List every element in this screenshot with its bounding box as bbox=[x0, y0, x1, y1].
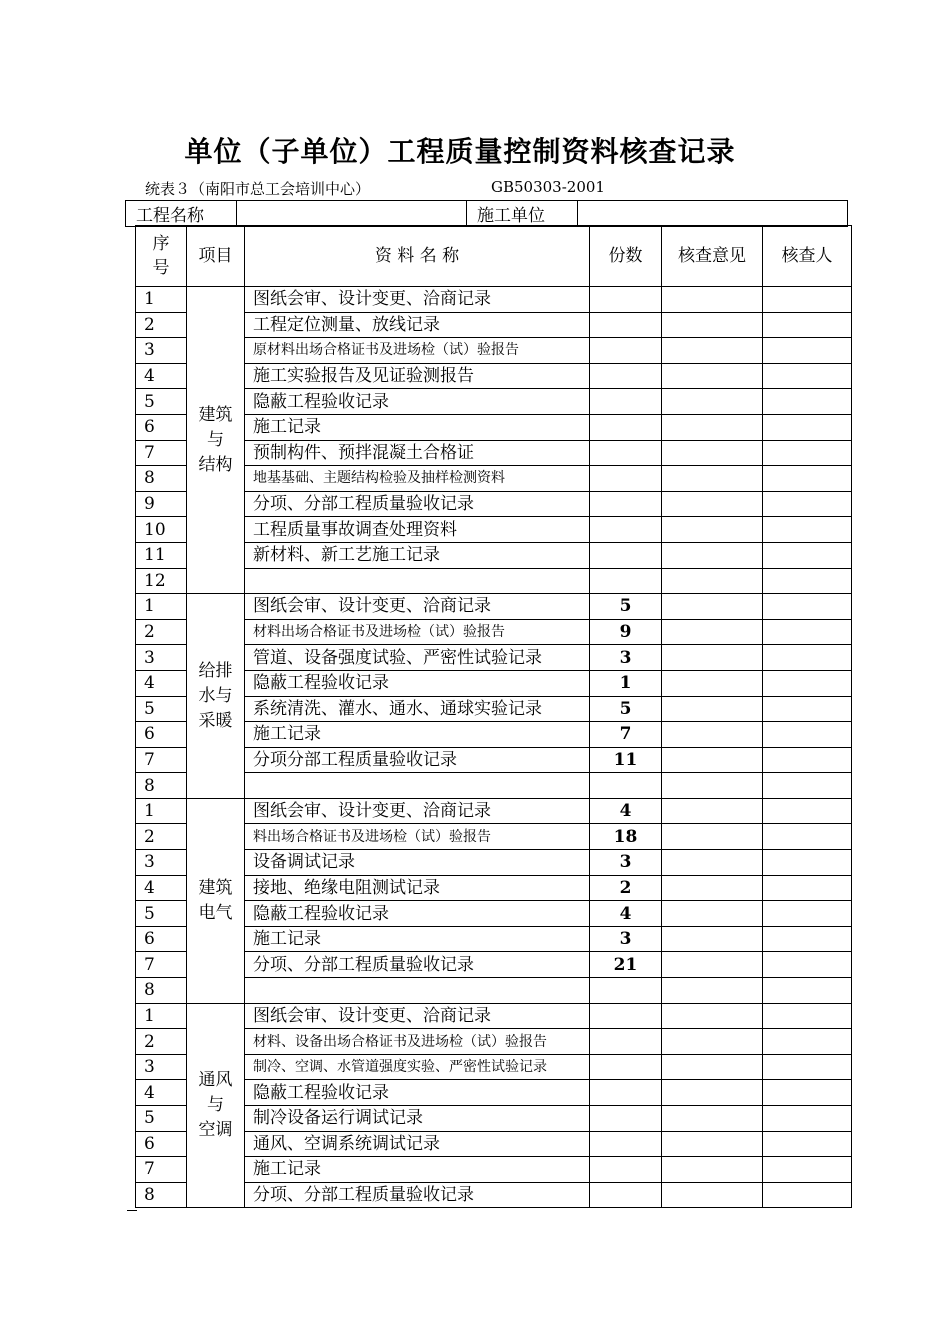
document-name: 施工记录 bbox=[245, 414, 590, 440]
review-opinion-cell[interactable] bbox=[662, 747, 763, 773]
copy-count[interactable] bbox=[590, 1003, 662, 1029]
document-name: 接地、绝缘电阻测试记录 bbox=[245, 875, 590, 901]
review-opinion-cell[interactable] bbox=[662, 1029, 763, 1055]
review-opinion-cell[interactable] bbox=[662, 978, 763, 1004]
document-name: 施工记录 bbox=[245, 926, 590, 952]
row-number: 1 bbox=[136, 594, 187, 620]
reviewer-cell[interactable] bbox=[763, 850, 852, 876]
copy-count[interactable] bbox=[590, 1157, 662, 1183]
review-opinion-cell[interactable] bbox=[662, 338, 763, 364]
review-opinion-cell[interactable] bbox=[662, 466, 763, 492]
review-opinion-cell[interactable] bbox=[662, 722, 763, 748]
review-opinion-cell[interactable] bbox=[662, 850, 763, 876]
row-number: 8 bbox=[136, 978, 187, 1004]
document-name: 材料出场合格证书及进场检（试）验报告 bbox=[245, 619, 590, 645]
row-number: 2 bbox=[136, 1029, 187, 1055]
section-category: 给排 水与 采暖 bbox=[187, 594, 245, 799]
review-opinion-cell[interactable] bbox=[662, 594, 763, 620]
row-number: 3 bbox=[136, 850, 187, 876]
table-row bbox=[136, 798, 852, 824]
copy-count[interactable]: 3 bbox=[590, 645, 662, 671]
copy-count[interactable] bbox=[590, 542, 662, 568]
reviewer-cell[interactable] bbox=[763, 1003, 852, 1029]
review-opinion-cell[interactable] bbox=[662, 414, 763, 440]
col-count-header: 份数 bbox=[590, 226, 662, 287]
review-opinion-cell[interactable] bbox=[662, 1003, 763, 1029]
document-name: 材料、设备出场合格证书及进场检（试）验报告 bbox=[245, 1029, 590, 1055]
reviewer-cell[interactable] bbox=[763, 517, 852, 543]
reviewer-cell[interactable] bbox=[763, 542, 852, 568]
review-opinion-cell[interactable] bbox=[662, 875, 763, 901]
copy-count[interactable]: 21 bbox=[590, 952, 662, 978]
checklist-table bbox=[135, 225, 852, 1208]
document-name: 料出场合格证书及进场检（试）验报告 bbox=[245, 824, 590, 850]
reviewer-cell[interactable] bbox=[763, 1131, 852, 1157]
review-opinion-cell[interactable] bbox=[662, 1157, 763, 1183]
row-number: 3 bbox=[136, 645, 187, 671]
row-number: 2 bbox=[136, 312, 187, 338]
reviewer-cell[interactable] bbox=[763, 773, 852, 799]
reviewer-cell[interactable] bbox=[763, 619, 852, 645]
row-number: 6 bbox=[136, 926, 187, 952]
review-opinion-cell[interactable] bbox=[662, 287, 763, 313]
construction-unit-label: 施工单位 bbox=[467, 201, 578, 227]
document-name: 制冷、空调、水管道强度实验、严密性试验记录 bbox=[245, 1054, 590, 1080]
document-name: 预制构件、预拌混凝土合格证 bbox=[245, 440, 590, 466]
copy-count[interactable]: 2 bbox=[590, 875, 662, 901]
reviewer-cell[interactable] bbox=[763, 747, 852, 773]
copy-count[interactable]: 3 bbox=[590, 850, 662, 876]
review-opinion-cell[interactable] bbox=[662, 312, 763, 338]
review-opinion-cell[interactable] bbox=[662, 1080, 763, 1106]
review-opinion-cell[interactable] bbox=[662, 542, 763, 568]
copy-count[interactable] bbox=[590, 389, 662, 415]
review-opinion-cell[interactable] bbox=[662, 798, 763, 824]
copy-count[interactable] bbox=[590, 338, 662, 364]
review-opinion-cell[interactable] bbox=[662, 824, 763, 850]
review-opinion-cell[interactable] bbox=[662, 926, 763, 952]
row-number: 5 bbox=[136, 901, 187, 927]
document-name: 管道、设备强度试验、严密性试验记录 bbox=[245, 645, 590, 671]
row-number: 6 bbox=[136, 1131, 187, 1157]
col-item-header: 项目 bbox=[187, 226, 245, 287]
document-name: 分项、分部工程质量验收记录 bbox=[245, 952, 590, 978]
document-name: 设备调试记录 bbox=[245, 850, 590, 876]
copy-count[interactable] bbox=[590, 363, 662, 389]
review-opinion-cell[interactable] bbox=[662, 619, 763, 645]
document-name: 施工实验报告及见证验测报告 bbox=[245, 363, 590, 389]
copy-count[interactable] bbox=[590, 1080, 662, 1106]
copy-count[interactable]: 18 bbox=[590, 824, 662, 850]
row-number: 8 bbox=[136, 466, 187, 492]
document-name bbox=[245, 773, 590, 799]
copy-count[interactable] bbox=[590, 491, 662, 517]
row-number: 1 bbox=[136, 287, 187, 313]
review-opinion-cell[interactable] bbox=[662, 645, 763, 671]
col-opinion-header: 核查意见 bbox=[662, 226, 763, 287]
reviewer-cell[interactable] bbox=[763, 414, 852, 440]
reviewer-cell[interactable] bbox=[763, 722, 852, 748]
copy-count[interactable] bbox=[590, 466, 662, 492]
copy-count[interactable] bbox=[590, 1029, 662, 1055]
reviewer-cell[interactable] bbox=[763, 645, 852, 671]
row-number: 12 bbox=[136, 568, 187, 594]
document-name bbox=[245, 568, 590, 594]
row-number: 2 bbox=[136, 824, 187, 850]
reviewer-cell[interactable] bbox=[763, 1157, 852, 1183]
document-name: 图纸会审、设计变更、洽商记录 bbox=[245, 1003, 590, 1029]
construction-unit-value[interactable] bbox=[578, 201, 848, 227]
copy-count[interactable]: 3 bbox=[590, 926, 662, 952]
document-name bbox=[245, 978, 590, 1004]
document-name: 图纸会审、设计变更、洽商记录 bbox=[245, 287, 590, 313]
copy-count[interactable] bbox=[590, 1182, 662, 1208]
reviewer-cell[interactable] bbox=[763, 1029, 852, 1055]
copy-count[interactable] bbox=[590, 287, 662, 313]
document-name: 隐蔽工程验收记录 bbox=[245, 1080, 590, 1106]
copy-count[interactable]: 4 bbox=[590, 901, 662, 927]
col-seq-header: 序 号 bbox=[136, 226, 187, 287]
review-opinion-cell[interactable] bbox=[662, 389, 763, 415]
reviewer-cell[interactable] bbox=[763, 875, 852, 901]
col-name-header: 资 料 名 称 bbox=[245, 226, 590, 287]
section-category: 建筑 与 结构 bbox=[187, 287, 245, 594]
review-opinion-cell[interactable] bbox=[662, 773, 763, 799]
form-number: 统表３（南阳市总工会培训中心） bbox=[145, 180, 371, 198]
reviewer-cell[interactable] bbox=[763, 952, 852, 978]
copy-count[interactable] bbox=[590, 517, 662, 543]
row-number: 3 bbox=[136, 1054, 187, 1080]
document-name: 工程质量事故调查处理资料 bbox=[245, 517, 590, 543]
document-name: 工程定位测量、放线记录 bbox=[245, 312, 590, 338]
reviewer-cell[interactable] bbox=[763, 926, 852, 952]
row-number: 5 bbox=[136, 389, 187, 415]
row-number: 7 bbox=[136, 440, 187, 466]
table-row bbox=[136, 287, 852, 313]
row-number: 9 bbox=[136, 491, 187, 517]
row-number: 5 bbox=[136, 696, 187, 722]
copy-count[interactable] bbox=[590, 773, 662, 799]
document-name: 通风、空调系统调试记录 bbox=[245, 1131, 590, 1157]
copy-count[interactable]: 1 bbox=[590, 670, 662, 696]
reviewer-cell[interactable] bbox=[763, 338, 852, 364]
copy-count[interactable] bbox=[590, 414, 662, 440]
review-opinion-cell[interactable] bbox=[662, 696, 763, 722]
copy-count[interactable]: 5 bbox=[590, 594, 662, 620]
reviewer-cell[interactable] bbox=[763, 798, 852, 824]
document-name: 图纸会审、设计变更、洽商记录 bbox=[245, 798, 590, 824]
reviewer-cell[interactable] bbox=[763, 287, 852, 313]
review-opinion-cell[interactable] bbox=[662, 517, 763, 543]
row-number: 11 bbox=[136, 542, 187, 568]
row-number: 8 bbox=[136, 773, 187, 799]
copy-count[interactable]: 7 bbox=[590, 722, 662, 748]
reviewer-cell[interactable] bbox=[763, 696, 852, 722]
document-name: 隐蔽工程验收记录 bbox=[245, 901, 590, 927]
copy-count[interactable]: 4 bbox=[590, 798, 662, 824]
document-name: 新材料、新工艺施工记录 bbox=[245, 542, 590, 568]
document-name: 原材料出场合格证书及进场检（试）验报告 bbox=[245, 338, 590, 364]
reviewer-cell[interactable] bbox=[763, 1080, 852, 1106]
project-header-table bbox=[125, 200, 848, 227]
reviewer-cell[interactable] bbox=[763, 594, 852, 620]
row-number: 3 bbox=[136, 338, 187, 364]
row-number: 4 bbox=[136, 363, 187, 389]
reviewer-cell[interactable] bbox=[763, 466, 852, 492]
table-row bbox=[136, 594, 852, 620]
review-opinion-cell[interactable] bbox=[662, 363, 763, 389]
reviewer-cell[interactable] bbox=[763, 1106, 852, 1132]
column-header-row bbox=[136, 226, 852, 287]
reviewer-cell[interactable] bbox=[763, 568, 852, 594]
section-category: 建筑 电气 bbox=[187, 798, 245, 1003]
row-number: 8 bbox=[136, 1182, 187, 1208]
review-opinion-cell[interactable] bbox=[662, 670, 763, 696]
document-name: 制冷设备运行调试记录 bbox=[245, 1106, 590, 1132]
document-name: 图纸会审、设计变更、洽商记录 bbox=[245, 594, 590, 620]
reviewer-cell[interactable] bbox=[763, 389, 852, 415]
copy-count[interactable] bbox=[590, 1131, 662, 1157]
copy-count[interactable]: 9 bbox=[590, 619, 662, 645]
copy-count[interactable] bbox=[590, 568, 662, 594]
page-title: 单位（子单位）工程质量控制资料核查记录 bbox=[184, 135, 736, 168]
copy-count[interactable] bbox=[590, 312, 662, 338]
document-name: 施工记录 bbox=[245, 1157, 590, 1183]
reviewer-cell[interactable] bbox=[763, 312, 852, 338]
copy-count[interactable] bbox=[590, 1054, 662, 1080]
copy-count[interactable] bbox=[590, 978, 662, 1004]
reviewer-cell[interactable] bbox=[763, 978, 852, 1004]
copy-count[interactable] bbox=[590, 1106, 662, 1132]
reviewer-cell[interactable] bbox=[763, 491, 852, 517]
standard-code: GB50303-2001 bbox=[491, 178, 605, 196]
row-number: 6 bbox=[136, 414, 187, 440]
row-number: 7 bbox=[136, 952, 187, 978]
document-name: 分项分部工程质量验收记录 bbox=[245, 747, 590, 773]
reviewer-cell[interactable] bbox=[763, 670, 852, 696]
reviewer-cell[interactable] bbox=[763, 1054, 852, 1080]
review-opinion-cell[interactable] bbox=[662, 568, 763, 594]
review-opinion-cell[interactable] bbox=[662, 1106, 763, 1132]
col-checker-header: 核查人 bbox=[763, 226, 852, 287]
document-name: 施工记录 bbox=[245, 722, 590, 748]
copy-count[interactable]: 11 bbox=[590, 747, 662, 773]
review-opinion-cell[interactable] bbox=[662, 1131, 763, 1157]
row-number: 2 bbox=[136, 619, 187, 645]
row-number: 7 bbox=[136, 747, 187, 773]
project-name-label: 工程名称 bbox=[126, 201, 237, 227]
document-name: 地基基础、主题结构检验及抽样检测资料 bbox=[245, 466, 590, 492]
section-category: 通风 与 空调 bbox=[187, 1003, 245, 1208]
reviewer-cell[interactable] bbox=[763, 901, 852, 927]
document-name: 系统清洗、灌水、通水、通球实验记录 bbox=[245, 696, 590, 722]
row-number: 4 bbox=[136, 875, 187, 901]
row-number: 4 bbox=[136, 1080, 187, 1106]
row-number: 1 bbox=[136, 1003, 187, 1029]
page-foot-mark bbox=[127, 1210, 137, 1211]
row-number: 10 bbox=[136, 517, 187, 543]
table-row bbox=[136, 1003, 852, 1029]
review-opinion-cell[interactable] bbox=[662, 1054, 763, 1080]
document-name: 隐蔽工程验收记录 bbox=[245, 389, 590, 415]
row-number: 6 bbox=[136, 722, 187, 748]
copy-count[interactable]: 5 bbox=[590, 696, 662, 722]
row-number: 1 bbox=[136, 798, 187, 824]
document-name: 分项、分部工程质量验收记录 bbox=[245, 491, 590, 517]
row-number: 5 bbox=[136, 1106, 187, 1132]
row-number: 4 bbox=[136, 670, 187, 696]
reviewer-cell[interactable] bbox=[763, 363, 852, 389]
document-name: 隐蔽工程验收记录 bbox=[245, 670, 590, 696]
row-number: 7 bbox=[136, 1157, 187, 1183]
review-opinion-cell[interactable] bbox=[662, 491, 763, 517]
document-name: 分项、分部工程质量验收记录 bbox=[245, 1182, 590, 1208]
project-name-value[interactable] bbox=[237, 201, 467, 227]
review-opinion-cell[interactable] bbox=[662, 901, 763, 927]
reviewer-cell[interactable] bbox=[763, 440, 852, 466]
review-opinion-cell[interactable] bbox=[662, 1182, 763, 1208]
review-opinion-cell[interactable] bbox=[662, 440, 763, 466]
review-opinion-cell[interactable] bbox=[662, 952, 763, 978]
reviewer-cell[interactable] bbox=[763, 824, 852, 850]
copy-count[interactable] bbox=[590, 440, 662, 466]
reviewer-cell[interactable] bbox=[763, 1182, 852, 1208]
